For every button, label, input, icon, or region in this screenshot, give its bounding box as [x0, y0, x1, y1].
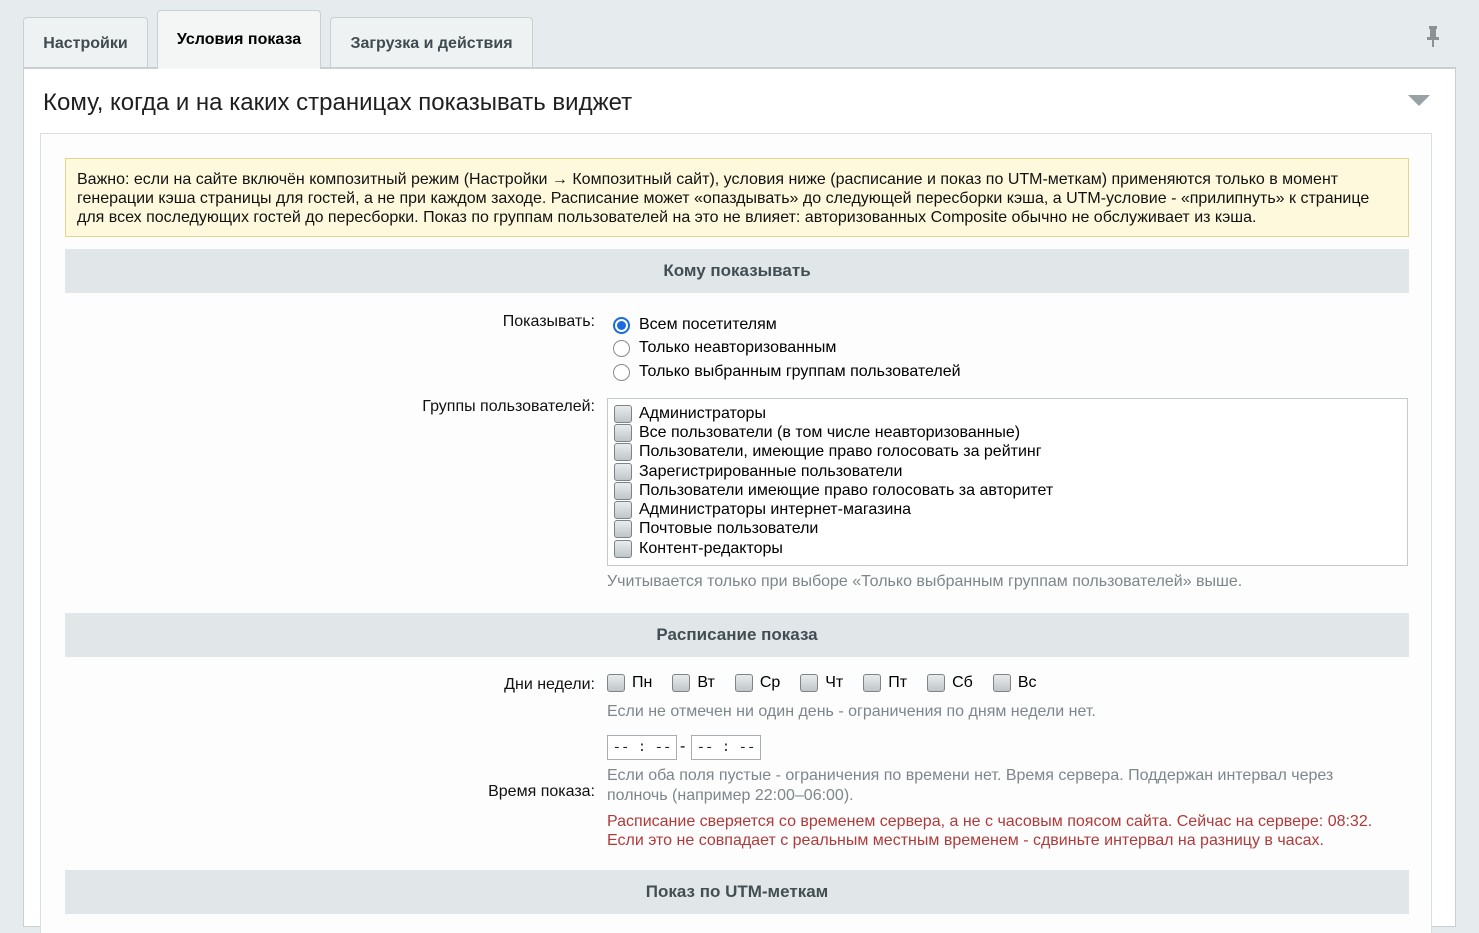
composite-notice: Важно: если на сайте включён композитный режим (Настройки → Композитный сайт), условия ниже (расписание и показ по UTM-меткам) применяются только в момент генерации кэша страницы для гостей, а не при каждом заходе. Расписание может «опаздывать» до следующей пересборки кэша, а UTM-условие - «прилипнуть» к странице для всех последующих гостей до пересборки. Показ по группам пользователей на это не влияет: авторизованных Composite обычно не обслуживает из кэша.: [65, 158, 1409, 237]
days-hint: Если не отмечен ни один день - ограничения по дням недели нет.: [607, 703, 1096, 720]
show-label: Показывать:: [502, 313, 595, 330]
radio-button[interactable]: [613, 340, 630, 357]
group-label: Все пользователи (в том числе неавторизованные): [639, 423, 1021, 441]
time-warning-line-2: Если это не совпадает с реальным местным временем - сдвиньте интервал на разницу в часах.: [607, 832, 1324, 849]
day-fri[interactable]: [863, 674, 907, 692]
group-item[interactable]: [614, 443, 1407, 462]
section-who: Кому показывать: [65, 249, 1409, 293]
user-groups-list[interactable]: [607, 398, 1408, 566]
day-thu[interactable]: [800, 674, 843, 692]
pin-icon[interactable]: [1422, 24, 1444, 48]
day-label: Вт: [697, 674, 715, 691]
section-schedule: Расписание показа: [65, 613, 1409, 657]
group-label: Контент-редакторы: [639, 539, 783, 557]
checkbox[interactable]: [614, 520, 632, 538]
checkbox[interactable]: [614, 540, 632, 558]
radio-all-visitors[interactable]: [613, 314, 777, 336]
group-item[interactable]: [614, 500, 1407, 519]
panel-body: [40, 133, 1432, 933]
day-label: Пт: [888, 674, 908, 691]
radio-unauthorized-only[interactable]: [613, 337, 836, 359]
group-label: Пользователи имеющие право голосовать за авторитет: [639, 481, 1054, 499]
groups-hint: Учитывается только при выборе «Только выбранным группам пользователей» выше.: [607, 573, 1243, 590]
day-sun[interactable]: [993, 674, 1037, 692]
day-label: Сб: [952, 674, 973, 691]
tab-display-conditions[interactable]: Условия показа: [157, 10, 321, 69]
checkbox[interactable]: [672, 674, 690, 692]
day-label: Ср: [759, 674, 781, 691]
checkbox[interactable]: [614, 482, 632, 500]
tab-settings[interactable]: Настройки: [23, 17, 148, 69]
radio-selected-groups[interactable]: [613, 361, 961, 383]
weekday-checkboxes: [607, 674, 1056, 692]
section-utm: Показ по UTM-меткам: [65, 870, 1409, 914]
group-item[interactable]: [614, 481, 1407, 500]
group-label: Администраторы интернет-магазина: [639, 501, 912, 519]
time-warning-line-1: Расписание сверяется со временем сервера, а не с часовым поясом сайта. Сейчас на сервере: 08:32.: [607, 813, 1373, 830]
checkbox[interactable]: [607, 674, 625, 692]
day-label: Пн: [632, 674, 653, 691]
conditions-panel: [23, 67, 1456, 927]
radio-label: Только выбранным группам пользователей: [639, 363, 961, 380]
radio-label: Всем посетителям: [639, 316, 777, 333]
checkbox[interactable]: [863, 674, 881, 692]
days-label: Дни недели:: [504, 676, 595, 693]
checkbox[interactable]: [614, 424, 632, 442]
checkbox[interactable]: [614, 463, 632, 481]
day-wed[interactable]: [735, 674, 780, 692]
group-item[interactable]: [614, 462, 1407, 481]
checkbox[interactable]: [614, 443, 632, 461]
time-from-input[interactable]: -- : --: [607, 735, 677, 760]
time-label: Время показа:: [488, 783, 595, 800]
checkbox[interactable]: [993, 674, 1011, 692]
group-item[interactable]: [614, 404, 1407, 423]
time-separator: -: [680, 738, 686, 755]
time-hint-line-1: Если оба поля пустые - ограничения по времени нет. Время сервера. Поддержан интервал через: [607, 767, 1334, 784]
group-item[interactable]: [614, 539, 1407, 558]
day-label: Вс: [1017, 674, 1037, 691]
checkbox[interactable]: [614, 405, 632, 423]
day-sat[interactable]: [927, 674, 973, 692]
time-to-input[interactable]: -- : --: [691, 735, 761, 760]
time-hint-line-2: полночь (например 22:00–06:00).: [607, 787, 854, 804]
group-label: Зарегистрированные пользователи: [639, 462, 903, 480]
group-label: Администраторы: [639, 404, 766, 422]
groups-label: Группы пользователей:: [422, 398, 595, 415]
tab-loading-actions[interactable]: Загрузка и действия: [330, 17, 533, 69]
radio-button[interactable]: [613, 364, 630, 381]
checkbox[interactable]: [927, 674, 945, 692]
checkbox[interactable]: [735, 674, 753, 692]
panel-title: Кому, когда и на каких страницах показывать виджет: [43, 89, 633, 116]
checkbox[interactable]: [800, 674, 818, 692]
chevron-down-icon[interactable]: [1408, 95, 1430, 107]
radio-label: Только неавторизованным: [639, 339, 837, 356]
group-item[interactable]: [614, 423, 1407, 442]
day-label: Чт: [825, 674, 844, 691]
group-label: Почтовые пользователи: [639, 520, 819, 538]
radio-button[interactable]: [613, 317, 630, 334]
day-mon[interactable]: [607, 674, 652, 692]
group-label: Пользователи, имеющие право голосовать за рейтинг: [639, 443, 1042, 461]
day-tue[interactable]: [672, 674, 714, 692]
group-item[interactable]: [614, 520, 1407, 539]
checkbox[interactable]: [614, 501, 632, 519]
